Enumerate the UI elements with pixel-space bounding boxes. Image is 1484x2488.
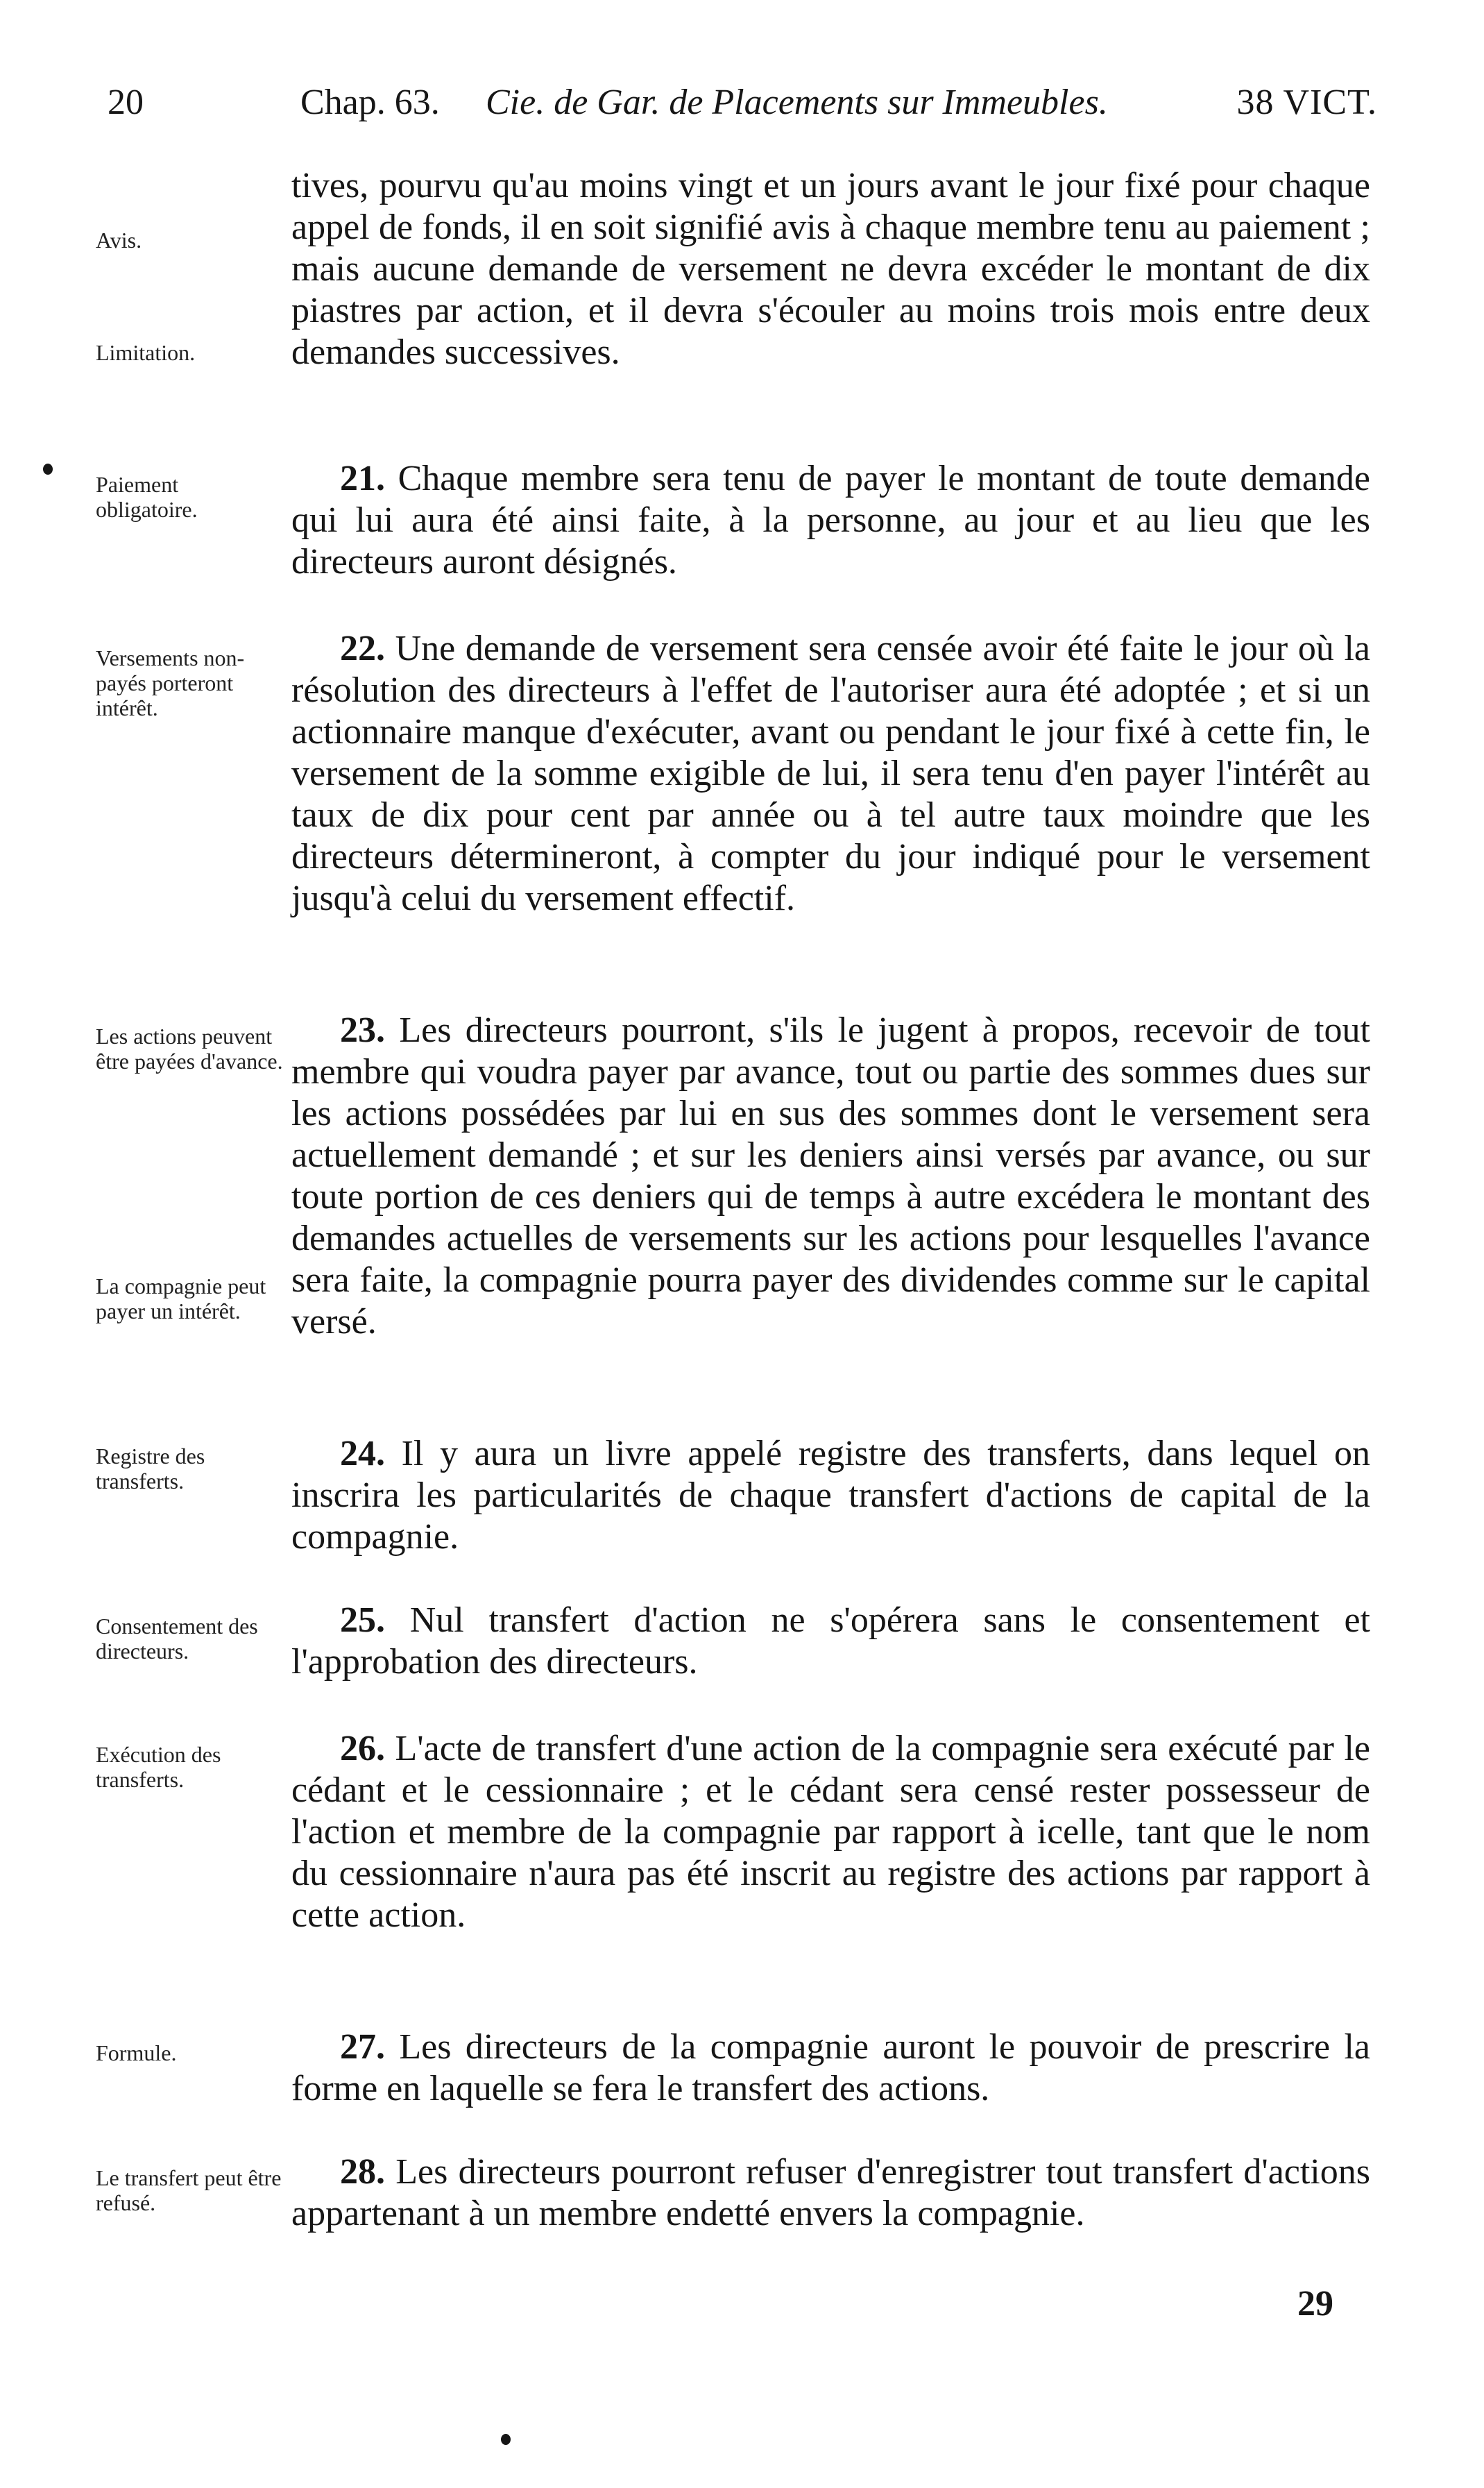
page-number: 20: [108, 83, 144, 122]
print-speck: [43, 464, 53, 475]
chapter-label: Chap. 63.: [300, 83, 440, 122]
section-number: 23.: [340, 1010, 385, 1050]
act-title: Cie. de Gar. de Placements sur Immeubles.: [486, 83, 1108, 122]
section-22: [291, 628, 1370, 920]
print-speck: [501, 2434, 511, 2445]
section-text: Les directeurs de la compagnie auront le pouvoir de prescrire la forme en laquelle se fera le transfert des actions.: [291, 2027, 1370, 2108]
section-number: 28.: [340, 2152, 385, 2192]
margin-note-registre: Registre des transferts.: [96, 1444, 205, 1493]
section-number: 21.: [340, 459, 385, 498]
section-text: tives, pourvu qu'au moins vingt et un jours avant le jour fixé pour chaque appel de fonds, il en soit signifié avis à chaque membre tenu au paiement ; mais aucune demande de versement ne devra excéder le montant de dix piastres par action, et il devra s'écouler au moins trois mois entre deux demandes successives.: [291, 166, 1370, 372]
section-text: Les directeurs pourront, s'ils le jugent à propos, recevoir de tout membre qui voudra payer par avance, tout ou partie des sommes dues sur les actions possédées par lui en sus des sommes dont le versement sera actuellement demandé ; et sur les deniers ainsi versés par avance, ou sur toute portion de ces deniers qui de temps à autre excédera le montant des demandes actuelles de versements sur les actions pour lesquelles l'avance sera faite, la compagnie pourra payer des dividendes comme sur le capital versé.: [291, 1010, 1370, 1342]
section-26: [291, 1728, 1370, 1936]
margin-note-actions-avance: Les actions peuvent être payées d'avance.: [96, 1024, 283, 1074]
section-text: L'acte de transfert d'une action de la compagnie sera exécuté par le cédant et le cessionnaire ; et le cédant sera censé rester possesseur de l'action et membre de la compagnie par rapport à icelle, tant que le nom du cessionnaire n'aura pas été inscrit au registre des actions par rapport à cette action.: [291, 1729, 1371, 1935]
section-number: 22.: [340, 629, 385, 668]
section-23: [291, 1010, 1370, 1343]
section-21: [291, 458, 1370, 583]
margin-note-interet: La compagnie peut payer un intérêt.: [96, 1273, 266, 1323]
margin-note-limitation: Limitation.: [96, 340, 196, 365]
margin-note-avis: Avis.: [96, 228, 142, 253]
section-number: 25.: [340, 1600, 385, 1640]
regnal-year: 38 VICT.: [1236, 83, 1377, 122]
margin-note-consentement: Consentement des directeurs.: [96, 1614, 258, 1664]
section-24: [291, 1433, 1370, 1558]
section-25: [291, 1600, 1370, 1683]
section-text: Il y aura un livre appelé registre des transferts, dans lequel on inscrira les particularités de chaque transfert d'actions de capital de la compagnie.: [291, 1434, 1370, 1557]
margin-note-versements: Versements non-payés porteront intérêt.: [96, 645, 245, 720]
paragraph-continuation: [291, 165, 1370, 373]
section-text: Les directeurs pourront refuser d'enregistrer tout transfert d'actions appartenant à un membre endetté envers la compagnie.: [291, 2152, 1370, 2233]
margin-note-refus: Le transfert peut être refusé.: [96, 2165, 282, 2215]
section-text: Une demande de versement sera censée avoir été faite le jour où la résolution des directeurs à l'effet de l'autoriser aura été adoptée ; et si un actionnaire manque d'exécuter, avant ou pendant le jour fixé à cette fin, le versement de la somme exigible de lui, il sera tenu d'en payer l'intérêt au taux de dix pour cent par année ou à tel autre taux moindre que les directeurs détermineront, à compter du jour indiqué pour le versement jusqu'à celui du versement effectif.: [291, 629, 1371, 918]
signature-mark: 29: [1297, 2284, 1333, 2324]
section-number: 26.: [340, 1729, 385, 1768]
margin-note-execution: Exécution des transferts.: [96, 1742, 221, 1792]
running-header: [108, 75, 1377, 130]
section-text: Nul transfert d'action ne s'opérera sans le consentement et l'approbation des directeurs.: [291, 1600, 1371, 1682]
section-text: Chaque membre sera tenu de payer le montant de toute demande qui lui aura été ainsi faite, à la personne, au jour et au lieu que les directeurs auront désignés.: [291, 459, 1371, 582]
section-27: [291, 2026, 1370, 2110]
section-number: 24.: [340, 1434, 385, 1473]
section-number: 27.: [340, 2027, 385, 2067]
margin-note-paiement: Paiement obligatoire.: [96, 472, 198, 522]
section-28: [291, 2151, 1370, 2235]
margin-note-formule: Formule.: [96, 2040, 177, 2065]
